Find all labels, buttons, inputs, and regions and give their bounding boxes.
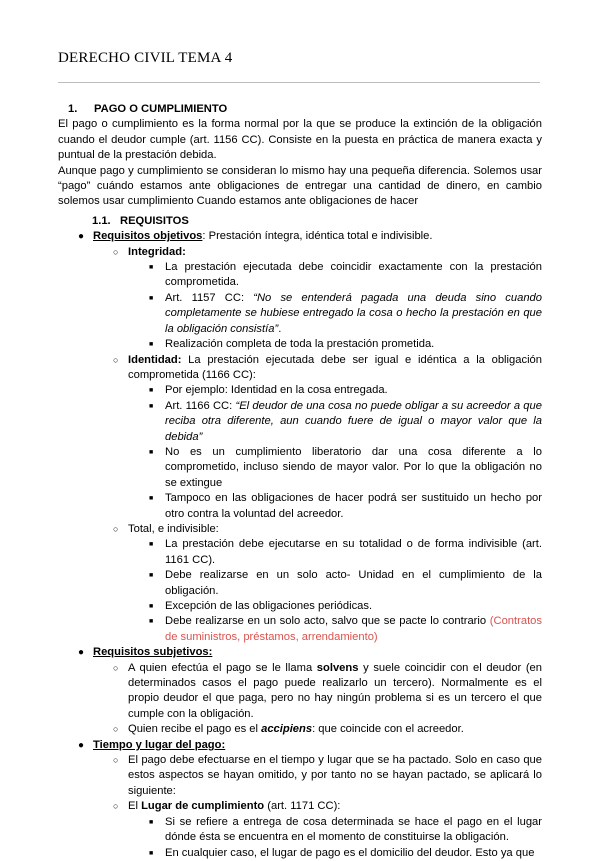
bullet-square-icon: ■: [149, 341, 154, 349]
item-text: Debe realizarse en un solo acto, salvo que se pacte lo contrario: [165, 615, 490, 628]
section-heading: [58, 102, 542, 117]
item-text: En cualquier caso, el lugar de pago es el domicilio del deudor. Esto ya que: [165, 846, 535, 859]
highlight-text: (Contratos de suministros, préstamos, arrendamiento): [165, 615, 542, 643]
list-item: [58, 614, 542, 645]
list-item: [58, 799, 542, 814]
label: Tiempo y lugar del pago:: [93, 738, 226, 751]
list-item: [58, 291, 542, 337]
list-item: [58, 661, 542, 723]
subsection-heading: [58, 214, 542, 229]
term: accipiens: [261, 723, 313, 736]
list-item: [58, 599, 542, 614]
bullet-square-icon: ■: [149, 495, 154, 503]
item-text: Excepción de las obligaciones periódicas.: [165, 600, 373, 612]
bullet-circle-icon: ○: [113, 801, 119, 812]
bullet-circle-icon: ○: [113, 354, 119, 365]
list-item: [58, 353, 542, 384]
bullet-square-icon: ■: [149, 849, 154, 857]
item-text: y suele coincidir con el deudor (en determinados casos el pago puede realizarlo un tercero). Normalmente es el propio deudor el que paga, pero no hay ningún problema si es un tercero el que cumple con la obligación.: [128, 661, 542, 720]
item-text: Debe realizarse en un solo acto- Unidad en el cumplimiento de la obligación.: [165, 569, 542, 597]
bullet-square-icon: ■: [149, 387, 154, 395]
label: Requisitos subjetivos:: [93, 646, 213, 659]
bullet-circle-icon: ○: [113, 246, 119, 257]
list-item: [58, 753, 542, 799]
list-item: [58, 522, 542, 537]
bullet-square-icon: ■: [149, 603, 154, 610]
item-text: La prestación ejecutada debe ser igual e idéntica a la obligación comprometida (1166 CC):: [128, 353, 542, 381]
title-divider: [58, 82, 540, 83]
label: Requisitos objetivos: [93, 230, 203, 243]
quote: “No se entenderá pagada una deuda sino cuando completamente se hubiese entregado la cosa o hecho la prestación en que la obligación consistía”: [165, 291, 542, 335]
section-number: 1.: [68, 103, 78, 115]
list-item: [58, 645, 542, 660]
list-item: [58, 537, 542, 568]
list-item: [58, 399, 542, 445]
list-item: [58, 260, 542, 291]
item-text: No es un cumplimiento liberatorio dar una cosa diferente a lo comprometido, incluso siendo de mayor valor. Por lo que la obligación no se extingue: [165, 445, 542, 489]
bullet-square-icon: ■: [149, 264, 154, 272]
item-text: La prestación ejecutada debe coincidir exactamente con la prestación comprometida.: [165, 261, 542, 289]
bullet-square-icon: ■: [149, 572, 154, 580]
bullet-circle-icon: ○: [113, 755, 119, 766]
subsection-title: REQUISITOS: [120, 214, 189, 227]
item-text: El pago debe efectuarse en el tiempo y lugar que se ha pactado. Solo en caso que estos aspectos se hayan omitido, y por tanto no se hayan pactado, se aplicará lo siguiente:: [128, 754, 542, 797]
bullet-disc-icon: ●: [78, 647, 85, 659]
bullet-square-icon: ■: [149, 618, 154, 626]
bullet-disc-icon: ●: [78, 739, 85, 751]
item-text: Realización completa de toda la prestación prometida.: [165, 338, 435, 351]
label: Total, e indivisible:: [128, 522, 219, 535]
section-title: PAGO O CUMPLIMIENTO: [94, 103, 228, 115]
list-item: [58, 383, 542, 398]
list-item: [58, 337, 542, 352]
list-item: [58, 722, 542, 737]
term: solvens: [316, 661, 359, 674]
item-text: Quien recibe el pago es el: [128, 723, 262, 736]
bullet-disc-icon: ●: [78, 231, 85, 243]
list-item: [58, 245, 542, 260]
list-item: [58, 491, 542, 522]
item-text: Art. 1157 CC:: [165, 291, 254, 304]
item-text: El: [128, 800, 142, 813]
item-text: : que coincide con el acreedor.: [312, 723, 464, 736]
item-text: La prestación debe ejecutarse en su totalidad o de forma indivisible (art. 1161 CC).: [165, 538, 542, 566]
bullet-square-icon: ■: [149, 541, 154, 549]
paragraph: Aunque pago y cumplimiento se consideran lo mismo hay una pequeña diferencia. Solemos usar “pago” cuándo estamos ante obligaciones de entregar una cantidad de dinero, en cambio solemos usar cumplimiento Cuando estamos ante obligaciones de hacer: [58, 164, 542, 208]
list-item: [58, 445, 542, 491]
bullet-square-icon: ■: [149, 448, 154, 456]
list-item: [58, 229, 542, 244]
bullet-square-icon: ■: [149, 818, 154, 826]
item-text: Por ejemplo: Identidad en la cosa entregada.: [165, 384, 388, 397]
term: Lugar de cumplimiento: [141, 800, 265, 813]
item-text: .: [278, 322, 282, 335]
document-body: [58, 102, 542, 861]
list-item: [58, 568, 542, 599]
list-item: [58, 846, 542, 861]
item-text: Si se refiere a entrega de cosa determinada se hace el pago en el lugar dónde ésta se encuentra en el momento de constituirse la obligación.: [165, 815, 542, 844]
item-text: : Prestación íntegra, idéntica total e indivisible.: [202, 230, 433, 243]
label: Integridad:: [128, 245, 186, 258]
subsection-number: 1.1.: [92, 214, 111, 227]
bullet-square-icon: ■: [149, 294, 154, 302]
item-text: (art. 1171 CC):: [264, 800, 341, 813]
bullet-square-icon: ■: [149, 402, 154, 410]
item-text: Art. 1166 CC:: [165, 399, 236, 412]
bullet-circle-icon: ○: [113, 724, 119, 735]
quote: “El deudor de una cosa no puede obligar a su acreedor a que reciba otra diferente, aun cuando fuere de igual o mayor valor que la debida”: [165, 399, 542, 443]
bullet-circle-icon: ○: [113, 523, 119, 534]
list-item: [58, 815, 542, 846]
item-text: Tampoco en las obligaciones de hacer podrá ser sustituido un hecho por otro contra la voluntad del acreedor.: [165, 492, 542, 520]
paragraph: El pago o cumplimiento es la forma normal por la que se produce la extinción de la obligación cuando el deudor cumple (art. 1156 CC). Consiste en la puesta en práctica de manera exacta y puntual de la prestación debida.: [58, 118, 542, 162]
document-title: DERECHO CIVIL TEMA 4: [58, 50, 233, 66]
item-text: A quien efectúa el pago se le llama: [128, 661, 317, 674]
list-item: [58, 738, 542, 753]
label: Identidad:: [128, 353, 182, 366]
bullet-circle-icon: ○: [113, 662, 119, 673]
